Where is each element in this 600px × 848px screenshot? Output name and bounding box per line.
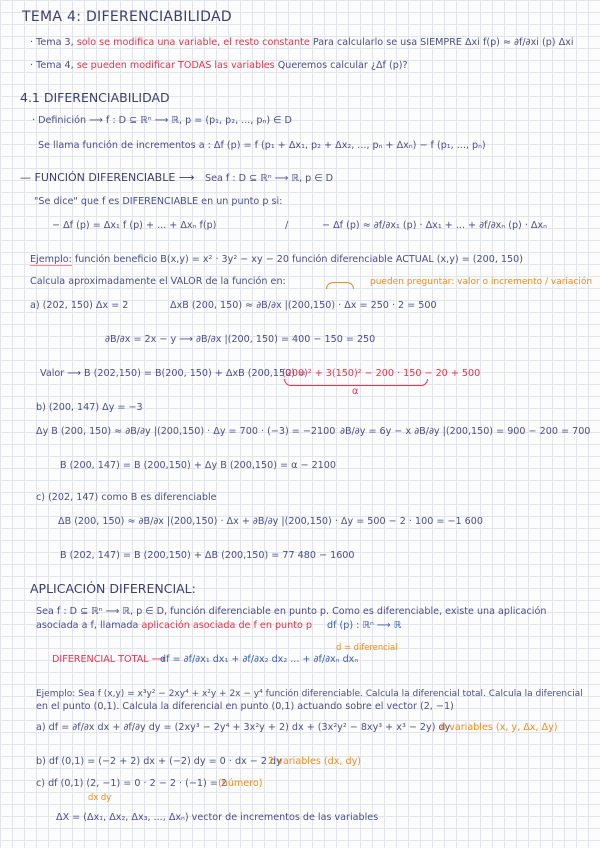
part-b-derivada: ∂B/∂y = 6y − x ∂B/∂y |(200,150) = 900 − 200 = 700	[340, 426, 591, 437]
tema3-formula: Para calcularlo se usa SIEMPRE Δxi f(p) ≈ ∂f/∂xi (p) Δxi	[312, 37, 574, 48]
funcion-diferenciable-heading: — FUNCIÓN DIFERENCIABLE ⟶	[20, 171, 195, 184]
part-a-point: a) (202, 150) Δx = 2	[30, 300, 129, 311]
ejemplo1-line	[30, 254, 523, 266]
aplicacion-line2-text: asociada a f, llamada	[36, 620, 139, 631]
part-a-valor: Valor ⟶ B (202,150) = B(200, 150) + ΔxB (200,150) =	[40, 368, 307, 379]
ejemplo2-line2: en el punto (0,1). Calcula la diferencial en punto (0,1) actuando sobre el vector (2, −1)	[36, 701, 454, 712]
ejemplo2-line1: Ejemplo: Sea f (x,y) = x³y² − 2xy⁴ + x²y + 2x − y⁴ función diferenciable. Calcula la diferencial total. Calcula la diferencial	[36, 689, 583, 699]
ejemplo1-text: función beneficio B(x,y) = x² · 3y² − xy − 20 función diferenciable ACTUAL (x,y) = (200, 150)	[74, 254, 523, 265]
part-c-point: c) (202, 147) como B es diferenciable	[36, 492, 217, 503]
orange-curve	[326, 282, 354, 289]
se-dice-line: "Se dice" que f es DIFERENCIABLE en un punto p si:	[34, 196, 283, 207]
intro-tema3	[30, 37, 574, 49]
page-title: TEMA 4: DIFERENCIABILIDAD	[22, 9, 232, 25]
ejemplo1-label: Ejemplo:	[30, 254, 72, 265]
part-a-incremento: ΔxB (200, 150) ≈ ∂B/∂x |(200,150) · Δx = 250 · 2 = 500	[170, 300, 437, 311]
part-b-point: b) (200, 147) Δy = −3	[36, 402, 143, 413]
part-c-incremento: ΔB (200, 150) ≈ ∂B/∂x |(200,150) · Δx + ∂B/∂y |(200,150) · Δy = 500 − 2 · 100 = −1 600	[58, 516, 483, 527]
formula-separator: /	[285, 220, 289, 231]
funcion-diferenciable-sea: Sea f : D ⊆ ℝⁿ ⟶ ℝ, p ∈ D	[205, 173, 334, 184]
incrementos-line: Se llama función de incrementos a : Δf (p) = f (p₁ + Δx₁, p₂ + Δx₂, ..., pₙ + Δxₙ) − f (p₁, ..., pₙ)	[38, 140, 486, 151]
tema3-note: solo se modifica una variable, el resto constante	[76, 37, 310, 48]
intro-tema4	[30, 60, 408, 72]
definition-line: · Definición ⟶ f : D ⊆ ℝⁿ ⟶ ℝ, p = (p₁, p₂, ..., pₙ) ∈ D	[32, 115, 292, 126]
aplicacion-line2	[36, 620, 401, 632]
aplicacion-line1: Sea f : D ⊆ ℝⁿ ⟶ ℝ, p ∈ D, función diferenciable en punto p. Como es diferenciable, existe una aplicación	[36, 606, 547, 617]
alpha-symbol: α	[352, 386, 359, 397]
ejemplo2-part-c: c) df (0,1) (2, −1) = 0 · 2 − 2 · (−1) = 2	[36, 778, 227, 789]
aplicacion-asociada-note: aplicación asociada de f en punto p	[141, 620, 312, 631]
ejemplo2-part-b-note: 2 variables (dx, dy)	[268, 756, 362, 767]
alpha-bracket	[284, 379, 428, 386]
ejemplo2-part-a-note: 4 variables (x, y, Δx, Δy)	[440, 722, 558, 733]
df-mapping: df (p) : ℝⁿ ⟶ ℝ	[327, 620, 402, 631]
part-b-valor: B (200, 147) = B (200,150) + Δy B (200,150) = α − 2100	[60, 460, 336, 471]
ejemplo2-part-b: b) df (0,1) = (−2 + 2) dx + (−2) dy = 0 · dx − 2 dy	[36, 756, 282, 767]
aplicacion-diferencial-heading: APLICACIÓN DIFERENCIAL:	[30, 581, 196, 596]
ejemplo2-part-a: a) df = ∂f/∂x dx + ∂f/∂y dy = (2xy³ − 2y⁴ + 3x²y + 2) dx + (3x²y² − 8xy³ + x³ − 2y) dy	[36, 722, 451, 733]
diferencial-total-formula: df = ∂f/∂x₁ dx₁ + ∂f/∂x₂ dx₂ ... + ∂f/∂xₙ dxₙ	[160, 654, 359, 665]
part-a-derivada: ∂B/∂x = 2x − y ⟶ ∂B/∂x |(200, 150) = 400 − 150 = 250	[105, 334, 376, 345]
ejemplo2-part-c-note: (número)	[218, 778, 263, 789]
vector-incrementos: ΔX = (Δx₁, Δx₂, Δx₃, ..., Δxₙ) vector de incrementos de las variables	[56, 812, 379, 823]
diferencial-total-label: DIFERENCIAL TOTAL ⟶	[52, 654, 166, 665]
incremento-suma-formula: − Δf (p) = Δx₁ f (p) + ... + Δxₙ f(p)	[52, 220, 217, 231]
tema4-question: Queremos calcular ¿Δf (p)?	[277, 60, 408, 71]
preguntar-note: pueden preguntar: valor o incremento / variación	[370, 277, 593, 287]
part-a-valor-expansion: (200)² + 3(150)² − 200 · 150 − 20 + 500	[282, 368, 481, 379]
part-c-valor: B (202, 147) = B (200,150) + ΔB (200,150) = 77 480 − 1600	[60, 550, 355, 561]
part-b-incremento: Δy B (200, 150) ≈ ∂B/∂y |(200,150) · Δy = 700 · (−3) = −2100	[36, 426, 336, 437]
aproximacion-formula: − Δf (p) ≈ ∂f/∂x₁ (p) · Δx₁ + ... + ∂f/∂xₙ (p) · Δxₙ	[322, 220, 547, 231]
diferencial-note: d = diferencial	[336, 642, 398, 652]
ejemplo2-dxdy: dx dy	[88, 792, 112, 802]
tema3-label: · Tema 3,	[30, 37, 74, 48]
calcula-line: Calcula aproximadamente el VALOR de la función en:	[30, 276, 286, 287]
tema4-label: · Tema 4,	[30, 60, 74, 71]
tema4-note: se pueden modificar TODAS las variables	[76, 60, 275, 71]
section-heading-diferenciabilidad: 4.1 DIFERENCIABILIDAD	[20, 90, 170, 105]
